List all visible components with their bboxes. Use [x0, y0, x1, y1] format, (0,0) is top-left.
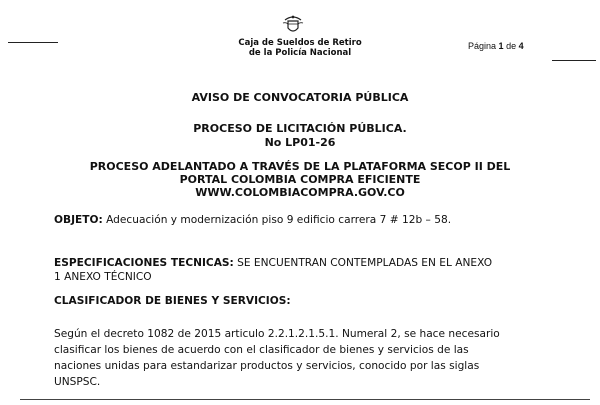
clasificador-body-line-2: clasificar los bienes de acuerdo con el clasificador de bienes y servicios de las	[54, 344, 469, 356]
process-number: No LP01-26	[264, 136, 336, 149]
footer-rule	[20, 399, 590, 400]
clasificador-body-line-4: UNSPSC.	[54, 376, 101, 388]
page-prefix: Página	[468, 41, 497, 51]
objeto-paragraph	[54, 213, 554, 227]
page-of: de	[506, 41, 517, 51]
notice-title: AVISO DE CONVOCATORIA PÚBLICA	[191, 91, 409, 104]
page-indicator	[468, 41, 524, 51]
header-rule-left	[8, 42, 58, 43]
objeto-text: Adecuación y modernización piso 9 edificio carrera 7 # 12b – 58.	[106, 214, 452, 226]
platform-line-2: PORTAL COLOMBIA COMPRA EFICIENTE	[179, 173, 421, 186]
header-rule-right	[552, 60, 596, 61]
especificaciones-text-line-1: SE ENCUENTRAN CONTEMPLADAS EN EL ANEXO	[237, 257, 493, 269]
institution-line-2: de la Policía Nacional	[248, 48, 352, 58]
process-title: PROCESO DE LICITACIÓN PÚBLICA.	[193, 122, 407, 135]
clasificador-body-line-3: naciones unidas para estandarizar productos y servicios, conocido por las siglas	[54, 360, 480, 372]
clasificador-body-line-1: Según el decreto 1082 de 2015 articulo 2.2.1.2.1.5.1. Numeral 2, se hace necesario	[54, 328, 500, 340]
institution-line-1: Caja de Sueldos de Retiro	[238, 38, 362, 48]
platform-line-1: PROCESO ADELANTADO A TRAVÉS DE LA PLATAFORMA SECOP II DEL	[89, 160, 511, 173]
coat-of-arms-icon	[281, 13, 305, 37]
page-total: 4	[518, 41, 524, 51]
objeto-label: OBJETO:	[54, 214, 103, 226]
institution-name	[200, 38, 400, 58]
especificaciones-paragraph	[54, 256, 554, 270]
page-current: 1	[498, 41, 504, 51]
clasificador-heading: CLASIFICADOR DE BIENES Y SERVICIOS:	[54, 295, 291, 307]
especificaciones-text-line-2: 1 ANEXO TÉCNICO	[54, 271, 152, 283]
platform-url: WWW.COLOMBIACOMPRA.GOV.CO	[195, 186, 405, 199]
especificaciones-label: ESPECIFICACIONES TECNICAS:	[54, 257, 234, 269]
